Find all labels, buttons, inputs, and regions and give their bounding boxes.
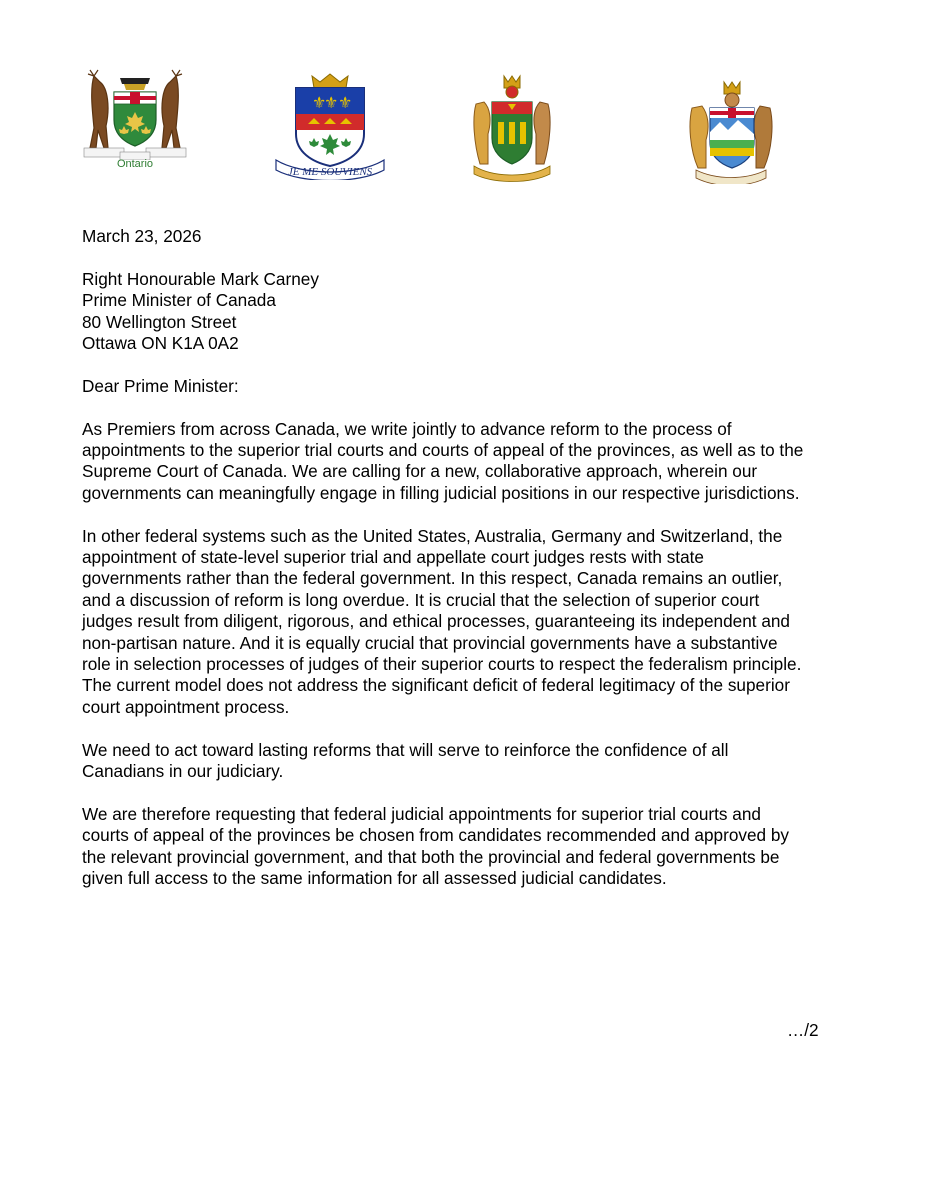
svg-text:⚜: ⚜ bbox=[324, 93, 339, 112]
paragraph-line: As Premiers from across Canada, we write jointly to advance reform to the process of bbox=[82, 418, 732, 439]
recipient-address bbox=[82, 269, 852, 355]
paragraph-line: judges result from diligent, rigorous, and ethical processes, guaranteeing its independent and bbox=[82, 611, 790, 632]
page-continuation-marker: …/2 bbox=[787, 1020, 819, 1040]
paragraph-line: role in selection processes of judges of their superior courts to respect the federalism principle. bbox=[82, 654, 802, 675]
recipient-line: Ottawa ON K1A 0A2 bbox=[82, 333, 239, 354]
ontario-crest-icon bbox=[80, 68, 190, 160]
recipient-line: Right Honourable Mark Carney bbox=[82, 268, 319, 289]
paragraph-line: Supreme Court of Canada. We are calling for a new, collaborative approach, wherein our bbox=[82, 461, 758, 482]
paragraph-3 bbox=[82, 740, 852, 783]
salutation: Dear Prime Minister: bbox=[82, 375, 239, 396]
quebec-crest-icon bbox=[272, 72, 388, 180]
paragraph-line: appointments to the superior trial courts and courts of appeal of the provinces, as well as to the bbox=[82, 440, 804, 461]
alberta-crest-icon bbox=[686, 80, 776, 184]
ontario-coat-of-arms bbox=[80, 68, 190, 180]
paragraph-2 bbox=[82, 526, 852, 719]
paragraph-line: We are therefore requesting that federal judicial appointments for superior trial courts and bbox=[82, 803, 761, 824]
paragraph-line: governments can meaningfully engage in filling judicial positions in our respective jurisdictions. bbox=[82, 482, 800, 503]
alberta-coat-of-arms bbox=[686, 80, 776, 184]
quebec-motto: JE ME SOUVIENS bbox=[287, 166, 373, 178]
paragraph-line: Canadians in our judiciary. bbox=[82, 761, 284, 782]
svg-text:⚜: ⚜ bbox=[338, 93, 353, 112]
saskatchewan-coat-of-arms bbox=[470, 74, 554, 182]
paragraph-line: and a discussion of reform is long overdue. It is crucial that the selection of superior court bbox=[82, 589, 760, 610]
letter-date: March 23, 2026 bbox=[82, 226, 202, 246]
recipient-line: Prime Minister of Canada bbox=[82, 290, 276, 311]
letter-body bbox=[82, 226, 852, 911]
paragraph-line: appointment of state-level superior trial and appellate court judges rests with state bbox=[82, 547, 704, 568]
ontario-crest-label: Ontario bbox=[116, 158, 154, 170]
paragraph-line: given full access to the same information for all assessed judicial candidates. bbox=[82, 868, 667, 889]
paragraph-line: court appointment process. bbox=[82, 696, 290, 717]
paragraph-line: non-partisan nature. And it is equally crucial that provincial governments have a substantive bbox=[82, 632, 778, 653]
paragraph-line: the relevant provincial government, and that both the provincial and federal governments be bbox=[82, 846, 780, 867]
paragraph-line: In other federal systems such as the United States, Australia, Germany and Switzerland, the bbox=[82, 525, 783, 546]
paragraph-1 bbox=[82, 419, 852, 505]
paragraph-line: We need to act toward lasting reforms that will serve to reinforce the confidence of all bbox=[82, 739, 729, 760]
paragraph-4 bbox=[82, 804, 852, 890]
recipient-line: 80 Wellington Street bbox=[82, 311, 237, 332]
paragraph-line: courts of appeal of the provinces be chosen from candidates recommended and approved by bbox=[82, 825, 790, 846]
paragraph-line: governments rather than the federal government. In this respect, Canada remains an outlier, bbox=[82, 568, 783, 589]
paragraph-line: The current model does not address the significant deficit of federal legitimacy of the superior bbox=[82, 675, 790, 696]
svg-text:⚜: ⚜ bbox=[312, 93, 327, 112]
saskatchewan-crest-icon bbox=[470, 74, 554, 182]
quebec-coat-of-arms bbox=[272, 72, 388, 180]
